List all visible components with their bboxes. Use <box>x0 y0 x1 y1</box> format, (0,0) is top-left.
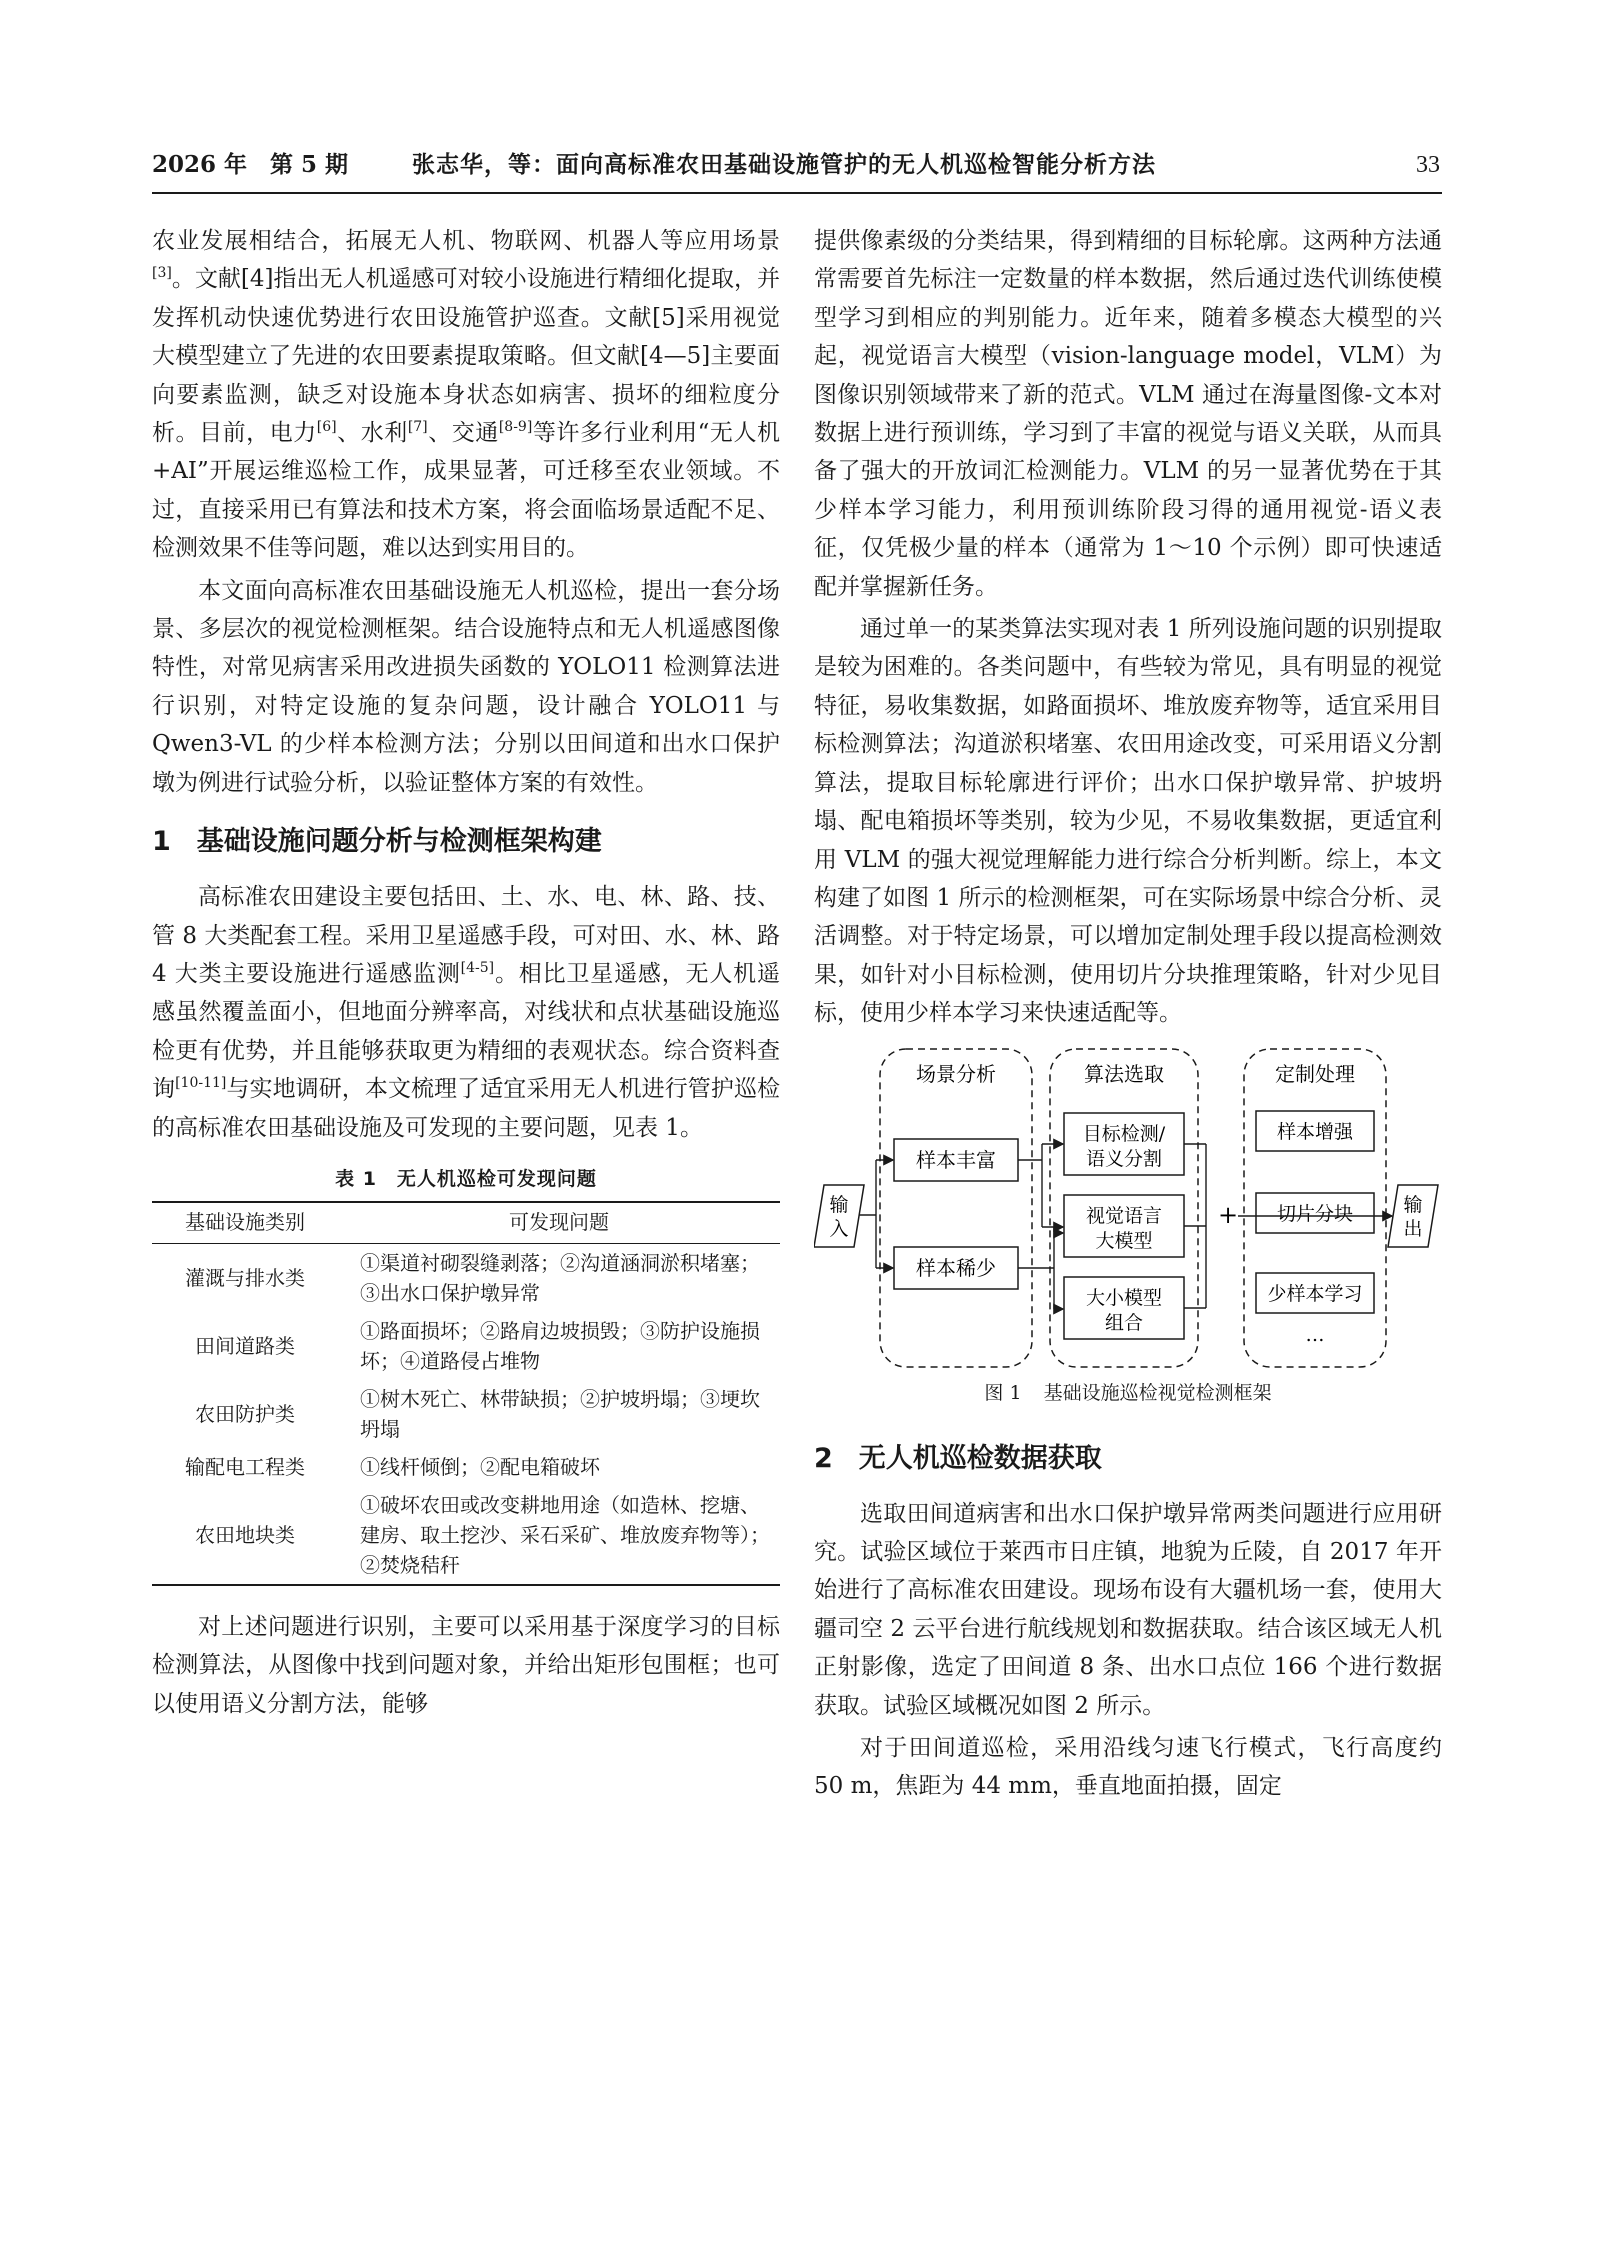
paragraph: 本文面向高标准农田基础设施无人机巡检，提出一套分场景、多层次的视觉检测框架。结合设施特点和无人机遥感图像特性，对常见病害采用改进损失函数的 YOLO11 检测算法进行识别，对特定设施的复杂问题，设计融合 YOLO11 与 Qwen3-VL 的少样本检测方法；分别以田间道和出水口保护墩为例进行试验分析，以验证整体方案的有效性。 <box>152 577 780 796</box>
paragraph: 对于田间道巡检，采用沿线匀速飞行模式，飞行高度约 50 m，焦距为 44 mm，垂直地面拍摄，固定 <box>814 1734 1442 1800</box>
table-row <box>152 1380 780 1448</box>
text-run: 。相比卫星遥感，无人机遥感虽然覆盖面小，但地面分辨率高，对线状和点状基础设施巡检更有优势，并且能够获取更为精细的表观状态。综合资料查询 <box>152 960 781 1103</box>
citation: [4-5] <box>460 959 495 976</box>
running-header <box>152 148 1442 194</box>
running-title: 张志华，等：面向高标准农田基础设施管护的无人机巡检智能分析方法 <box>412 151 1156 178</box>
group-title: 场景分析 <box>916 1061 996 1086</box>
section-title: 无人机巡检数据获取 <box>858 1442 1102 1474</box>
table-header-row <box>152 1202 780 1244</box>
custom-processing-group <box>1244 1049 1386 1367</box>
text-run: 与实地调研，本文梳理了适宜采用无人机进行管护巡检的高标准农田基础设施及可发现的主要问题，见表 1。 <box>152 1076 781 1141</box>
problem-cell: ①线杆倾倒；②配电箱破坏 <box>360 1454 600 1479</box>
box-label: 目标检测/ <box>1082 1122 1166 1145</box>
box-label: 语义分割 <box>1085 1147 1163 1170</box>
table-caption: 表 1 无人机巡检可发现问题 <box>335 1167 597 1190</box>
input-label-2: 入 <box>829 1217 849 1240</box>
text-run: 。文献[4]指出无人机遥感可对较小设施进行精细化提取，并发挥机动快速优势进行农田设施管护巡查。文献[5]采用视觉大模型建立了先进的农田要素提取策略。但文献[4—5]主要面向要素监测，缺乏对设施本身状态如病害、损坏的细粒度分析。目前，电力 <box>152 266 780 447</box>
table-row <box>152 1312 780 1380</box>
section-heading <box>814 1441 1442 1477</box>
citation: [8-9] <box>498 419 533 436</box>
page-number: 33 <box>1416 152 1440 178</box>
column-header: 可发现问题 <box>338 1202 780 1244</box>
section-number: 1 <box>152 826 171 858</box>
problem-cell: ①路面损坏；②路肩边坡损毁；③防护设施损坏；④道路侵占堆物 <box>360 1318 760 1373</box>
scene-analysis-group <box>880 1049 1032 1367</box>
category-cell: 田间道路类 <box>195 1333 295 1358</box>
journal-issue: 2026 年 第 5 期 <box>152 151 349 178</box>
paragraph: 提供像素级的分类结果，得到精细的目标轮廓。这两种方法通常需要首先标注一定数量的样本数据，然后通过迭代训练使模型学习到相应的判别能力。近年来，随着多模态大模型的兴起，视觉语言大模型（vision-language model，VLM）为图像识别领域带来了新的范式。VLM 通过在海量图像-文本对数据上进行预训练，学习到了丰富的视觉与语义关联，从而具备了强大的开放词汇检测能力。VLM 的另一显著优势在于其少样本学习能力，利用预训练阶段习得的通用视觉-语义表征，仅凭极少量的样本（通常为 1～10 个示例）即可快速适配并掌握新任务。 <box>814 228 1442 600</box>
category-cell: 输配电工程类 <box>185 1454 305 1479</box>
section-title: 基础设施问题分析与检测框架构建 <box>196 826 602 858</box>
paragraph: 通过单一的某类算法实现对表 1 所列设施问题的识别提取是较为困难的。各类问题中，有些较为常见，具有明显的视觉特征，易收集数据，如路面损坏、堆放废弃物等，适宜采用目标检测算法；沟道淤积堵塞、农田用途改变，可采用语义分割算法，提取目标轮廓进行评价；出水口保护墩异常、护坡坍塌、配电箱损坏等类别，较为少见，不易收集数据，更适宜利用 VLM 的强大视觉理解能力进行综合分析判断。综上，本文构建了如图 1 所示的检测框架，可在实际场景中综合分析、灵活调整。对于特定场景，可以增加定制处理手段以提高检测效果，如针对小目标检测，使用切片分块推理策略，针对少见目标，使用少样本学习来快速适配等。 <box>814 616 1442 1027</box>
box-label: 样本稀少 <box>916 1255 996 1280</box>
output-label-1: 输 <box>1403 1193 1423 1216</box>
citation: [6] <box>316 419 337 436</box>
citation: [3] <box>152 265 172 282</box>
text-run: 、水利 <box>336 420 408 447</box>
category-cell: 农田地块类 <box>195 1522 295 1547</box>
text-run: 、交通 <box>427 420 499 447</box>
box-label: 大小模型 <box>1085 1286 1163 1309</box>
right-column <box>814 222 1442 1806</box>
text-run: 农业发展相结合，拓展无人机、物联网、机器人等应用场景 <box>152 228 780 254</box>
citation: [10-11] <box>175 1075 227 1092</box>
column-header: 基础设施类别 <box>152 1202 338 1244</box>
algorithm-selection-group <box>1050 1049 1198 1367</box>
framework-figure <box>814 1047 1442 1377</box>
category-cell: 灌溉与排水类 <box>185 1265 305 1290</box>
box-label: 大模型 <box>1095 1229 1153 1252</box>
table-row <box>152 1448 780 1486</box>
left-column <box>152 222 780 1723</box>
input-label-1: 输 <box>829 1193 849 1216</box>
box-label: 视觉语言 <box>1085 1204 1163 1227</box>
box-label: 少样本学习 <box>1267 1282 1363 1305</box>
paragraph <box>152 222 780 568</box>
figure-caption <box>814 1379 1442 1407</box>
box-label: 样本丰富 <box>916 1147 996 1172</box>
box-label: 组合 <box>1104 1311 1144 1334</box>
citation: [7] <box>407 419 428 436</box>
problem-cell: ①渠道衬砌裂缝剥落；②沟道涵洞淤积堵塞；③出水口保护墩异常 <box>360 1250 760 1305</box>
figure-label: 图 1 <box>984 1381 1022 1404</box>
group-title: 算法选取 <box>1084 1061 1164 1086</box>
table-row <box>152 1486 780 1585</box>
box-label: 切片分块 <box>1276 1202 1354 1225</box>
section-heading <box>152 824 780 860</box>
output-label-2: 出 <box>1403 1217 1423 1240</box>
framework-diagram <box>814 1047 1442 1377</box>
problem-cell: ①破坏农田或改变耕地用途（如造林、挖塘、建房、取土挖沙、采石采矿、堆放废弃物等）；②焚烧秸秆 <box>360 1492 770 1577</box>
paragraph: 对上述问题进行识别，主要可以采用基于深度学习的目标检测算法，从图像中找到问题对象，并给出矩形包围框；也可以使用语义分割方法，能够 <box>152 1613 780 1717</box>
facility-problem-table <box>152 1201 780 1586</box>
ellipsis: … <box>1305 1323 1325 1346</box>
plus-sign: + <box>1217 1200 1239 1229</box>
group-title: 定制处理 <box>1275 1061 1355 1086</box>
paragraph <box>152 878 780 1147</box>
table-row <box>152 1243 780 1312</box>
section-number: 2 <box>814 1442 833 1474</box>
text-run: 等许多行业利用“无人机+AI”开展运维巡检工作，成果显著，可迁移至农业领域。不过，直接采用已有算法和技术方案，将会面临场景适配不足、检测效果不佳等问题，难以达到实用目的。 <box>152 420 781 562</box>
input-node <box>814 1185 864 1247</box>
problem-cell: ①树木死亡、林带缺损；②护坡坍塌；③埂坎坍塌 <box>360 1386 760 1441</box>
figure-title: 基础设施巡检视觉检测框架 <box>1043 1381 1272 1404</box>
box-label: 样本增强 <box>1276 1120 1354 1143</box>
paragraph: 选取田间道病害和出水口保护墩异常两类问题进行应用研究。试验区域位于莱西市日庄镇，地貌为丘陵，自 2017 年开始进行了高标准农田建设。现场布设有大疆机场一套，使用大疆司空 2 云平台进行航线规划和数据获取。结合该区域无人机正射影像，选定了田间道 8 条、出水口点位 166 个进行数据获取。试验区域概况如图 2 所示。 <box>814 1500 1442 1719</box>
text-run: 高标准农田建设主要包括田、土、水、电、林、路、技、管 8 大类配套工程。采用卫星遥感手段，可对田、水、林、路 4 大类主要设施进行遥感监测 <box>152 884 780 987</box>
output-node <box>1388 1185 1438 1247</box>
category-cell: 农田防护类 <box>195 1401 295 1426</box>
